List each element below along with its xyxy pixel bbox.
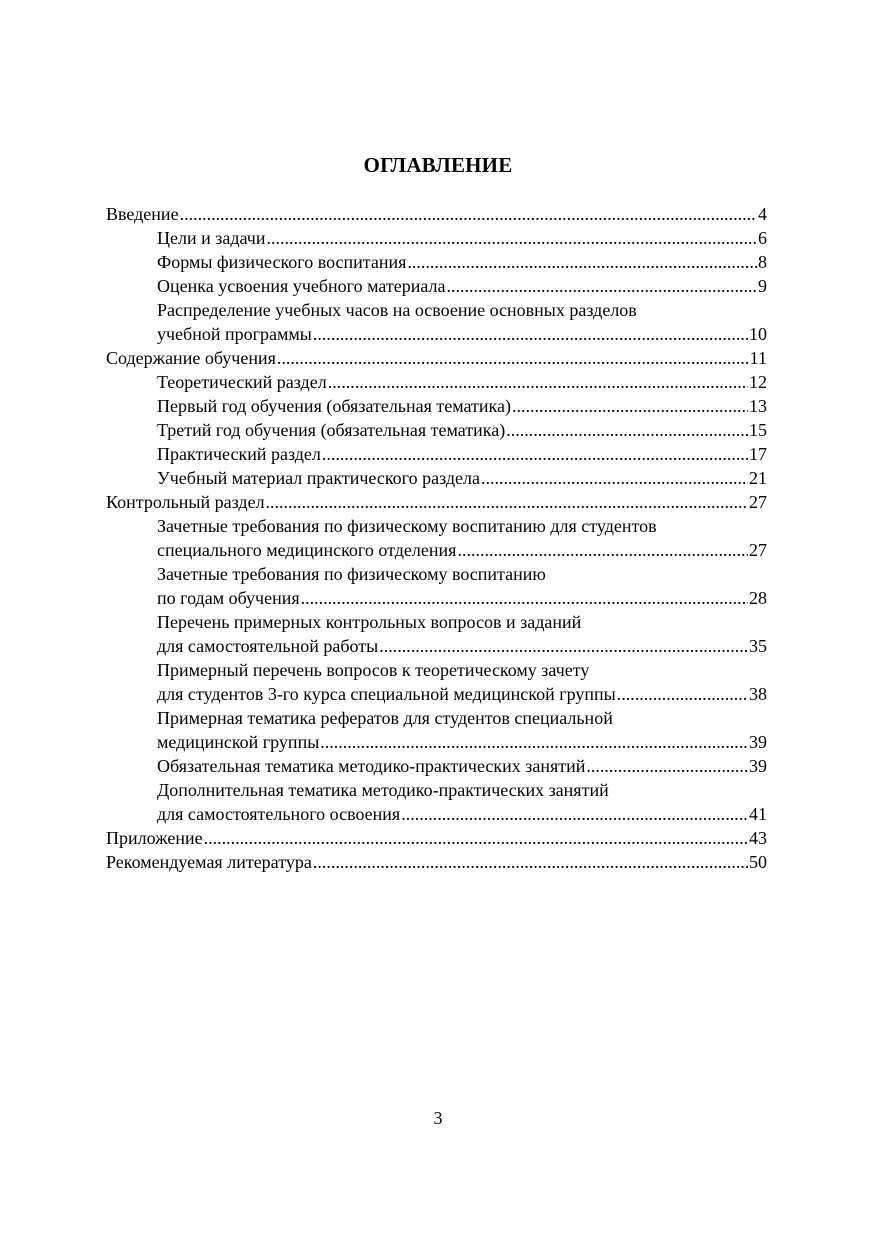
toc-entry-title: для самостоятельного освоения: [157, 804, 401, 824]
toc-leader-dots: [277, 346, 749, 370]
toc-entry-page: 8: [758, 252, 767, 272]
toc-entry-page: 11: [749, 348, 767, 368]
toc-entry-page: 50: [749, 852, 767, 872]
toc-leader-dots: [457, 538, 748, 562]
toc-entry-title: для самостоятельной работы: [157, 636, 379, 656]
toc-entry-title: Практический раздел: [157, 444, 321, 464]
page-title: ОГЛАВЛЕНИЕ: [363, 153, 513, 177]
toc-entry[interactable]: [106, 226, 767, 250]
toc-leader-dots: [266, 226, 757, 250]
toc-entry-title: Перечень примерных контрольных вопросов и заданий: [157, 612, 582, 632]
toc-entry-title: Зачетные требования по физическому воспитанию: [157, 564, 546, 584]
toc-entry-title: Введение: [106, 204, 179, 224]
toc-entry-title: Дополнительная тематика методико-практических занятий: [157, 780, 609, 800]
toc-entry-continued[interactable]: [106, 610, 767, 634]
toc-leader-dots: [322, 442, 748, 466]
toc-leader-dots: [481, 466, 748, 490]
toc-leader-dots: [617, 682, 748, 706]
toc-entry[interactable]: [106, 442, 767, 466]
toc-entry-page: 27: [749, 540, 767, 560]
toc-entry-continued[interactable]: [106, 514, 767, 538]
toc-leader-dots: [313, 850, 748, 874]
page-number: 3: [433, 1108, 443, 1128]
toc-entry-page: 21: [749, 468, 767, 488]
toc-entry[interactable]: [106, 538, 767, 562]
toc-entry-title: Контрольный раздел: [106, 492, 265, 512]
toc-leader-dots: [512, 394, 748, 418]
toc-entry-continued[interactable]: [106, 298, 767, 322]
toc-leader-dots: [407, 250, 757, 274]
toc-entry[interactable]: [106, 466, 767, 490]
toc-entry-title: для студентов 3-го курса специальной медицинской группы: [157, 684, 616, 704]
toc-entry-page: 6: [758, 228, 767, 248]
toc-leader-dots: [586, 754, 748, 778]
toc-entry-title: Третий год обучения (обязательная тематика): [157, 420, 506, 440]
toc-entry-page: 9: [758, 276, 767, 296]
toc-leader-dots: [379, 634, 748, 658]
toc-leader-dots: [313, 322, 748, 346]
toc-leader-dots: [266, 490, 748, 514]
toc-entry[interactable]: [106, 274, 767, 298]
toc-entry-page: 10: [749, 324, 767, 344]
toc-entry-page: 38: [749, 684, 767, 704]
toc-entry-continued[interactable]: [106, 778, 767, 802]
toc-entry-continued[interactable]: [106, 562, 767, 586]
toc-entry-title: Учебный материал практического раздела: [157, 468, 480, 488]
toc-entry-page: 12: [749, 372, 767, 392]
toc-entry-page: 13: [749, 396, 767, 416]
toc-entry-title: Теоретический раздел: [157, 372, 327, 392]
toc-entry[interactable]: [106, 586, 767, 610]
toc-leader-dots: [447, 274, 757, 298]
toc-entry-title: Первый год обучения (обязательная тематика): [157, 396, 512, 416]
toc-entry[interactable]: [106, 634, 767, 658]
toc-entry-title: Обязательная тематика методико-практических занятий: [157, 756, 586, 776]
toc-entry[interactable]: [106, 754, 767, 778]
table-of-contents: [106, 202, 767, 874]
toc-entry-page: 17: [749, 444, 767, 464]
toc-entry-page: 15: [749, 420, 767, 440]
toc-entry-title: Примерный перечень вопросов к теоретическому зачету: [157, 660, 590, 680]
toc-entry[interactable]: [106, 682, 767, 706]
toc-entry-title: Примерная тематика рефератов для студентов специальной: [157, 708, 613, 728]
toc-entry[interactable]: [106, 850, 767, 874]
toc-entry-page: 41: [749, 804, 767, 824]
toc-entry-title: Оценка усвоения учебного материала: [157, 276, 446, 296]
toc-entry[interactable]: [106, 490, 767, 514]
toc-entry-page: 39: [749, 756, 767, 776]
toc-leader-dots: [506, 418, 748, 442]
toc-leader-dots: [180, 202, 757, 226]
toc-entry-page: 39: [749, 732, 767, 752]
toc-entry[interactable]: [106, 250, 767, 274]
toc-entry-title: Приложение: [106, 828, 203, 848]
toc-entry-title: Зачетные требования по физическому воспитанию для студентов: [157, 516, 657, 536]
toc-entry[interactable]: [106, 346, 767, 370]
toc-entry-continued[interactable]: [106, 658, 767, 682]
toc-entry-continued[interactable]: [106, 706, 767, 730]
toc-entry-title: специального медицинского отделения: [157, 540, 457, 560]
toc-entry[interactable]: [106, 370, 767, 394]
toc-entry-page: 28: [749, 588, 767, 608]
toc-entry[interactable]: [106, 418, 767, 442]
toc-entry-page: 4: [758, 204, 767, 224]
toc-entry[interactable]: [106, 826, 767, 850]
toc-leader-dots: [401, 802, 748, 826]
toc-entry-page: 43: [749, 828, 767, 848]
toc-entry[interactable]: [106, 730, 767, 754]
toc-entry-page: 35: [749, 636, 767, 656]
toc-entry-title: медицинской группы: [157, 732, 320, 752]
toc-entry-title: по годам обучения: [157, 588, 300, 608]
toc-entry-title: Рекомендуемая литература: [106, 852, 312, 872]
toc-leader-dots: [320, 730, 748, 754]
toc-entry-title: Цели и задачи: [157, 228, 266, 248]
toc-entry[interactable]: [106, 394, 767, 418]
toc-entry[interactable]: [106, 322, 767, 346]
toc-entry-title: Содержание обучения: [106, 348, 276, 368]
toc-entry[interactable]: [106, 802, 767, 826]
toc-leader-dots: [204, 826, 748, 850]
toc-entry-page: 27: [749, 492, 767, 512]
toc-entry-title: учебной программы: [157, 324, 312, 344]
toc-leader-dots: [301, 586, 748, 610]
toc-leader-dots: [328, 370, 748, 394]
toc-entry-title: Распределение учебных часов на освоение основных разделов: [157, 300, 637, 320]
toc-entry-title: Формы физического воспитания: [157, 252, 407, 272]
toc-entry[interactable]: [106, 202, 767, 226]
